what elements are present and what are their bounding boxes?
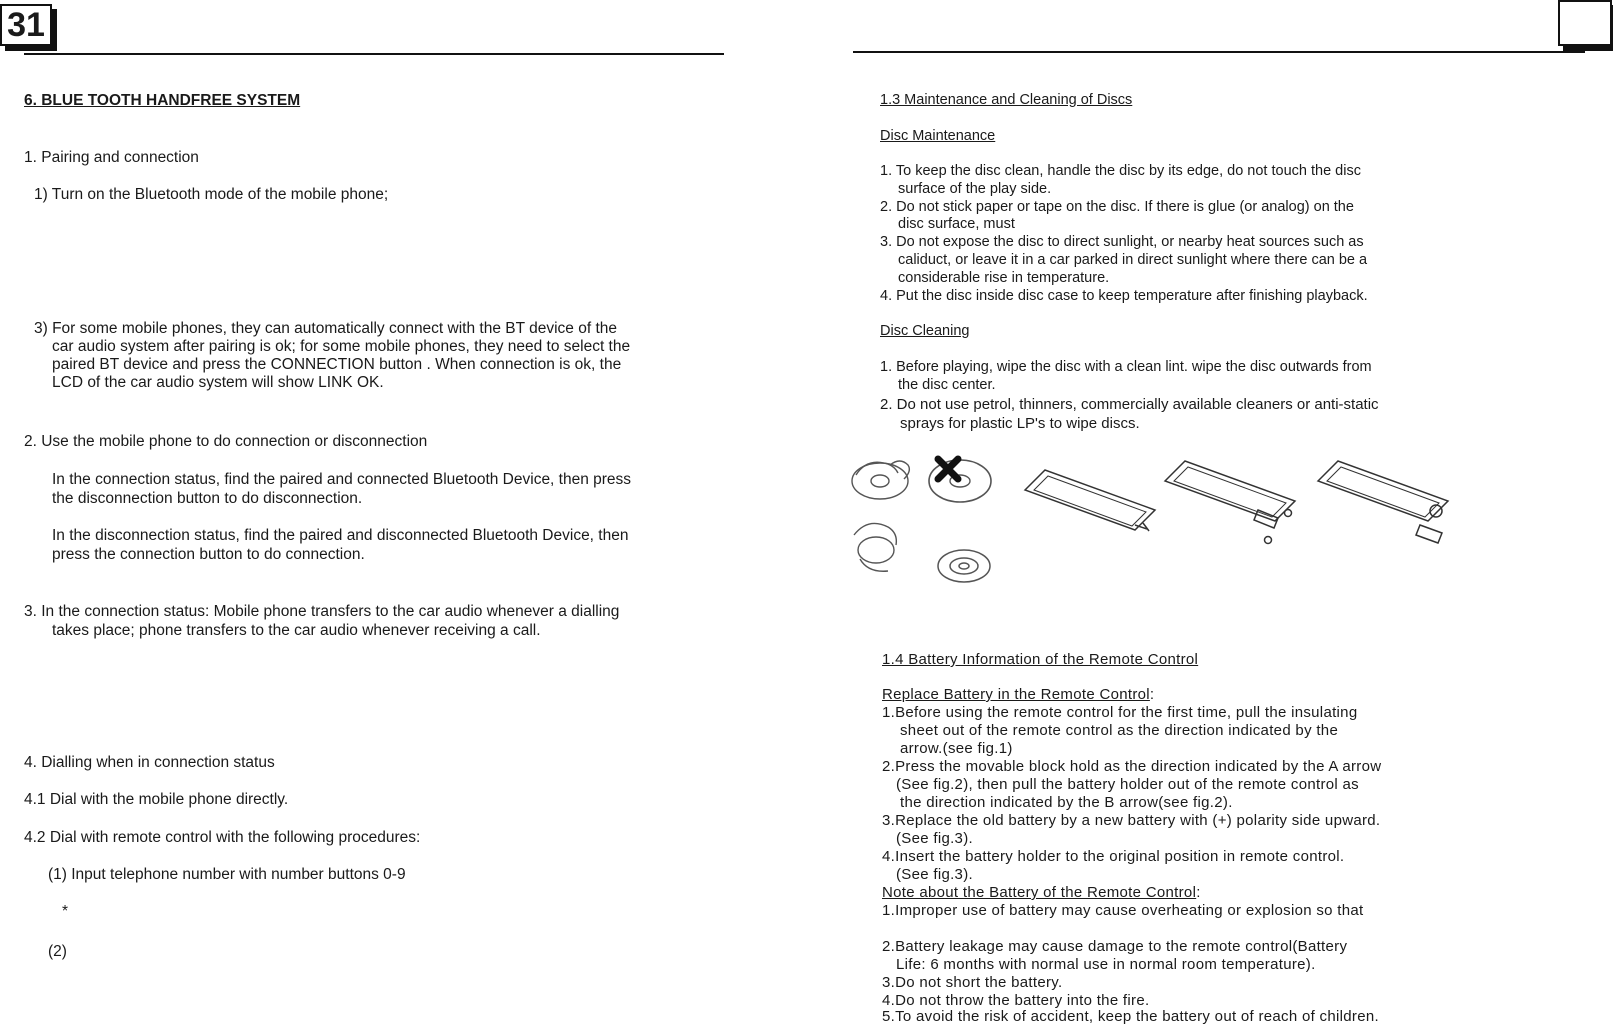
text-line: 4.2 Dial with remote control with the following procedures:: [24, 829, 421, 846]
text-line: 1) Turn on the Bluetooth mode of the mobile phone;: [34, 186, 389, 203]
text-line: 3.Do not short the battery.: [882, 974, 1063, 991]
note-battery-heading: [882, 884, 1201, 902]
text-line: (1) Input telephone number with number buttons 0-9: [48, 866, 406, 883]
text-line: 1. Before playing, wipe the disc with a clean lint. wipe the disc outwards from: [880, 359, 1372, 375]
text-line: 4. Dialling when in connection status: [24, 754, 275, 771]
text-line: caliduct, or leave it in a car parked in direct sunlight where there can be a: [898, 252, 1368, 268]
hand-wiping-disc-icon: [854, 523, 896, 571]
text-line: the direction indicated by the B arrow(see fig.2).: [900, 794, 1233, 811]
text-line: the disc center.: [898, 377, 996, 393]
text-line: 4.Insert the battery holder to the original position in remote control.: [882, 848, 1345, 865]
text-line: surface of the play side.: [898, 181, 1052, 197]
do-not-touch-disc-icon: [929, 459, 991, 502]
text-line: sprays for plastic LP's to wipe discs.: [900, 415, 1140, 432]
text-line: (See fig.3).: [896, 866, 973, 883]
text-line: sheet out of the remote control as the direction indicated by the: [900, 722, 1339, 739]
text-line: (See fig.3).: [896, 830, 973, 847]
remote-figure-3-icon: [1318, 461, 1448, 543]
battery-section-title: 1.4 Battery Information of the Remote Control: [882, 651, 1199, 668]
text-line: (See fig.2), then pull the battery holder out of the remote control as: [896, 776, 1359, 793]
remote-figure-2-icon: [1165, 461, 1295, 544]
text-line: 2. Do not stick paper or tape on the disc. If there is glue (or analog) on the: [880, 199, 1354, 215]
disc-maintenance-heading: Disc Maintenance: [880, 128, 996, 144]
text-line: 1.Before using the remote control for the first time, pull the insulating: [882, 704, 1358, 721]
text-line: 1. Pairing and connection: [24, 149, 199, 166]
text-line: In the connection status, find the paired and connected Bluetooth Device, then press: [52, 471, 632, 488]
remote-figure-1-icon: [1025, 470, 1155, 531]
text-line: 3. In the connection status: Mobile phone transfers to the car audio whenever a dialling: [24, 603, 620, 620]
text-line: Life: 6 months with normal use in normal room temperature).: [896, 956, 1316, 973]
text-line: 2. Do not use petrol, thinners, commercially available cleaners or anti-static: [880, 396, 1379, 413]
section-title-bluetooth: 6. BLUE TOOTH HANDFREE SYSTEM: [24, 92, 301, 109]
text-line: 1. To keep the disc clean, handle the disc by its edge, do not touch the disc: [880, 163, 1361, 179]
text-line: 1.Improper use of battery may cause overheating or explosion so that: [882, 902, 1364, 919]
replace-battery-heading-text: Replace Battery in the Remote Control: [882, 686, 1150, 703]
text-line: 2.Battery leakage may cause damage to the remote control(Battery: [882, 938, 1348, 955]
header-rule-right: [853, 51, 1585, 53]
page-number-box-right: [1558, 0, 1612, 46]
text-line: considerable rise in temperature.: [898, 270, 1110, 286]
text-line: 2. Use the mobile phone to do connection or disconnection: [24, 433, 428, 450]
page-number: 31: [0, 4, 52, 46]
text-line: 2.Press the movable block hold as the direction indicated by the A arrow: [882, 758, 1382, 775]
disc-cleaning-heading: Disc Cleaning: [880, 323, 970, 339]
text-line: 4.Do not throw the battery into the fire.: [882, 992, 1150, 1009]
text-line: disc surface, must: [898, 216, 1015, 232]
hand-holding-disc-icon: [852, 461, 909, 499]
text-line: 5.To avoid the risk of accident, keep the battery out of reach of children.: [882, 1008, 1379, 1025]
text-line: 3) For some mobile phones, they can automatically connect with the BT device of the: [34, 320, 617, 337]
disc-icon: [938, 550, 990, 582]
text-line: paired BT device and press the CONNECTION button . When connection is ok, the: [52, 356, 622, 373]
note-battery-heading-text: Note about the Battery of the Remote Control: [882, 884, 1197, 901]
text-line: 4. Put the disc inside disc case to keep temperature after finishing playback.: [880, 288, 1368, 304]
header-rule-left: [24, 53, 724, 55]
text-line: takes place; phone transfers to the car audio whenever receiving a call.: [52, 622, 541, 639]
text-line: (2): [48, 943, 67, 960]
text-line: arrow.(see fig.1): [900, 740, 1013, 757]
text-line: LCD of the car audio system will show LINK OK.: [52, 374, 384, 391]
text-line: car audio system after pairing is ok; for some mobile phones, they need to select the: [52, 338, 631, 355]
text-line: the disconnection button to do disconnection.: [52, 490, 363, 507]
heading-colon: :: [1149, 686, 1155, 703]
text-line: 3.Replace the old battery by a new battery with (+) polarity side upward.: [882, 812, 1381, 829]
text-line: In the disconnection status, find the paired and disconnected Bluetooth Device, then: [52, 527, 629, 544]
heading-colon: :: [1196, 884, 1201, 901]
text-line: press the connection button to do connection.: [52, 546, 365, 563]
replace-battery-heading: [882, 686, 1154, 704]
text-line: *: [62, 903, 69, 920]
text-line: 4.1 Dial with the mobile phone directly.: [24, 791, 289, 808]
text-line: 3. Do not expose the disc to direct sunlight, or nearby heat sources such as: [880, 234, 1364, 250]
disc-and-remote-illustrations: [850, 455, 1460, 590]
section-title-discs: 1.3 Maintenance and Cleaning of Discs: [880, 92, 1133, 108]
